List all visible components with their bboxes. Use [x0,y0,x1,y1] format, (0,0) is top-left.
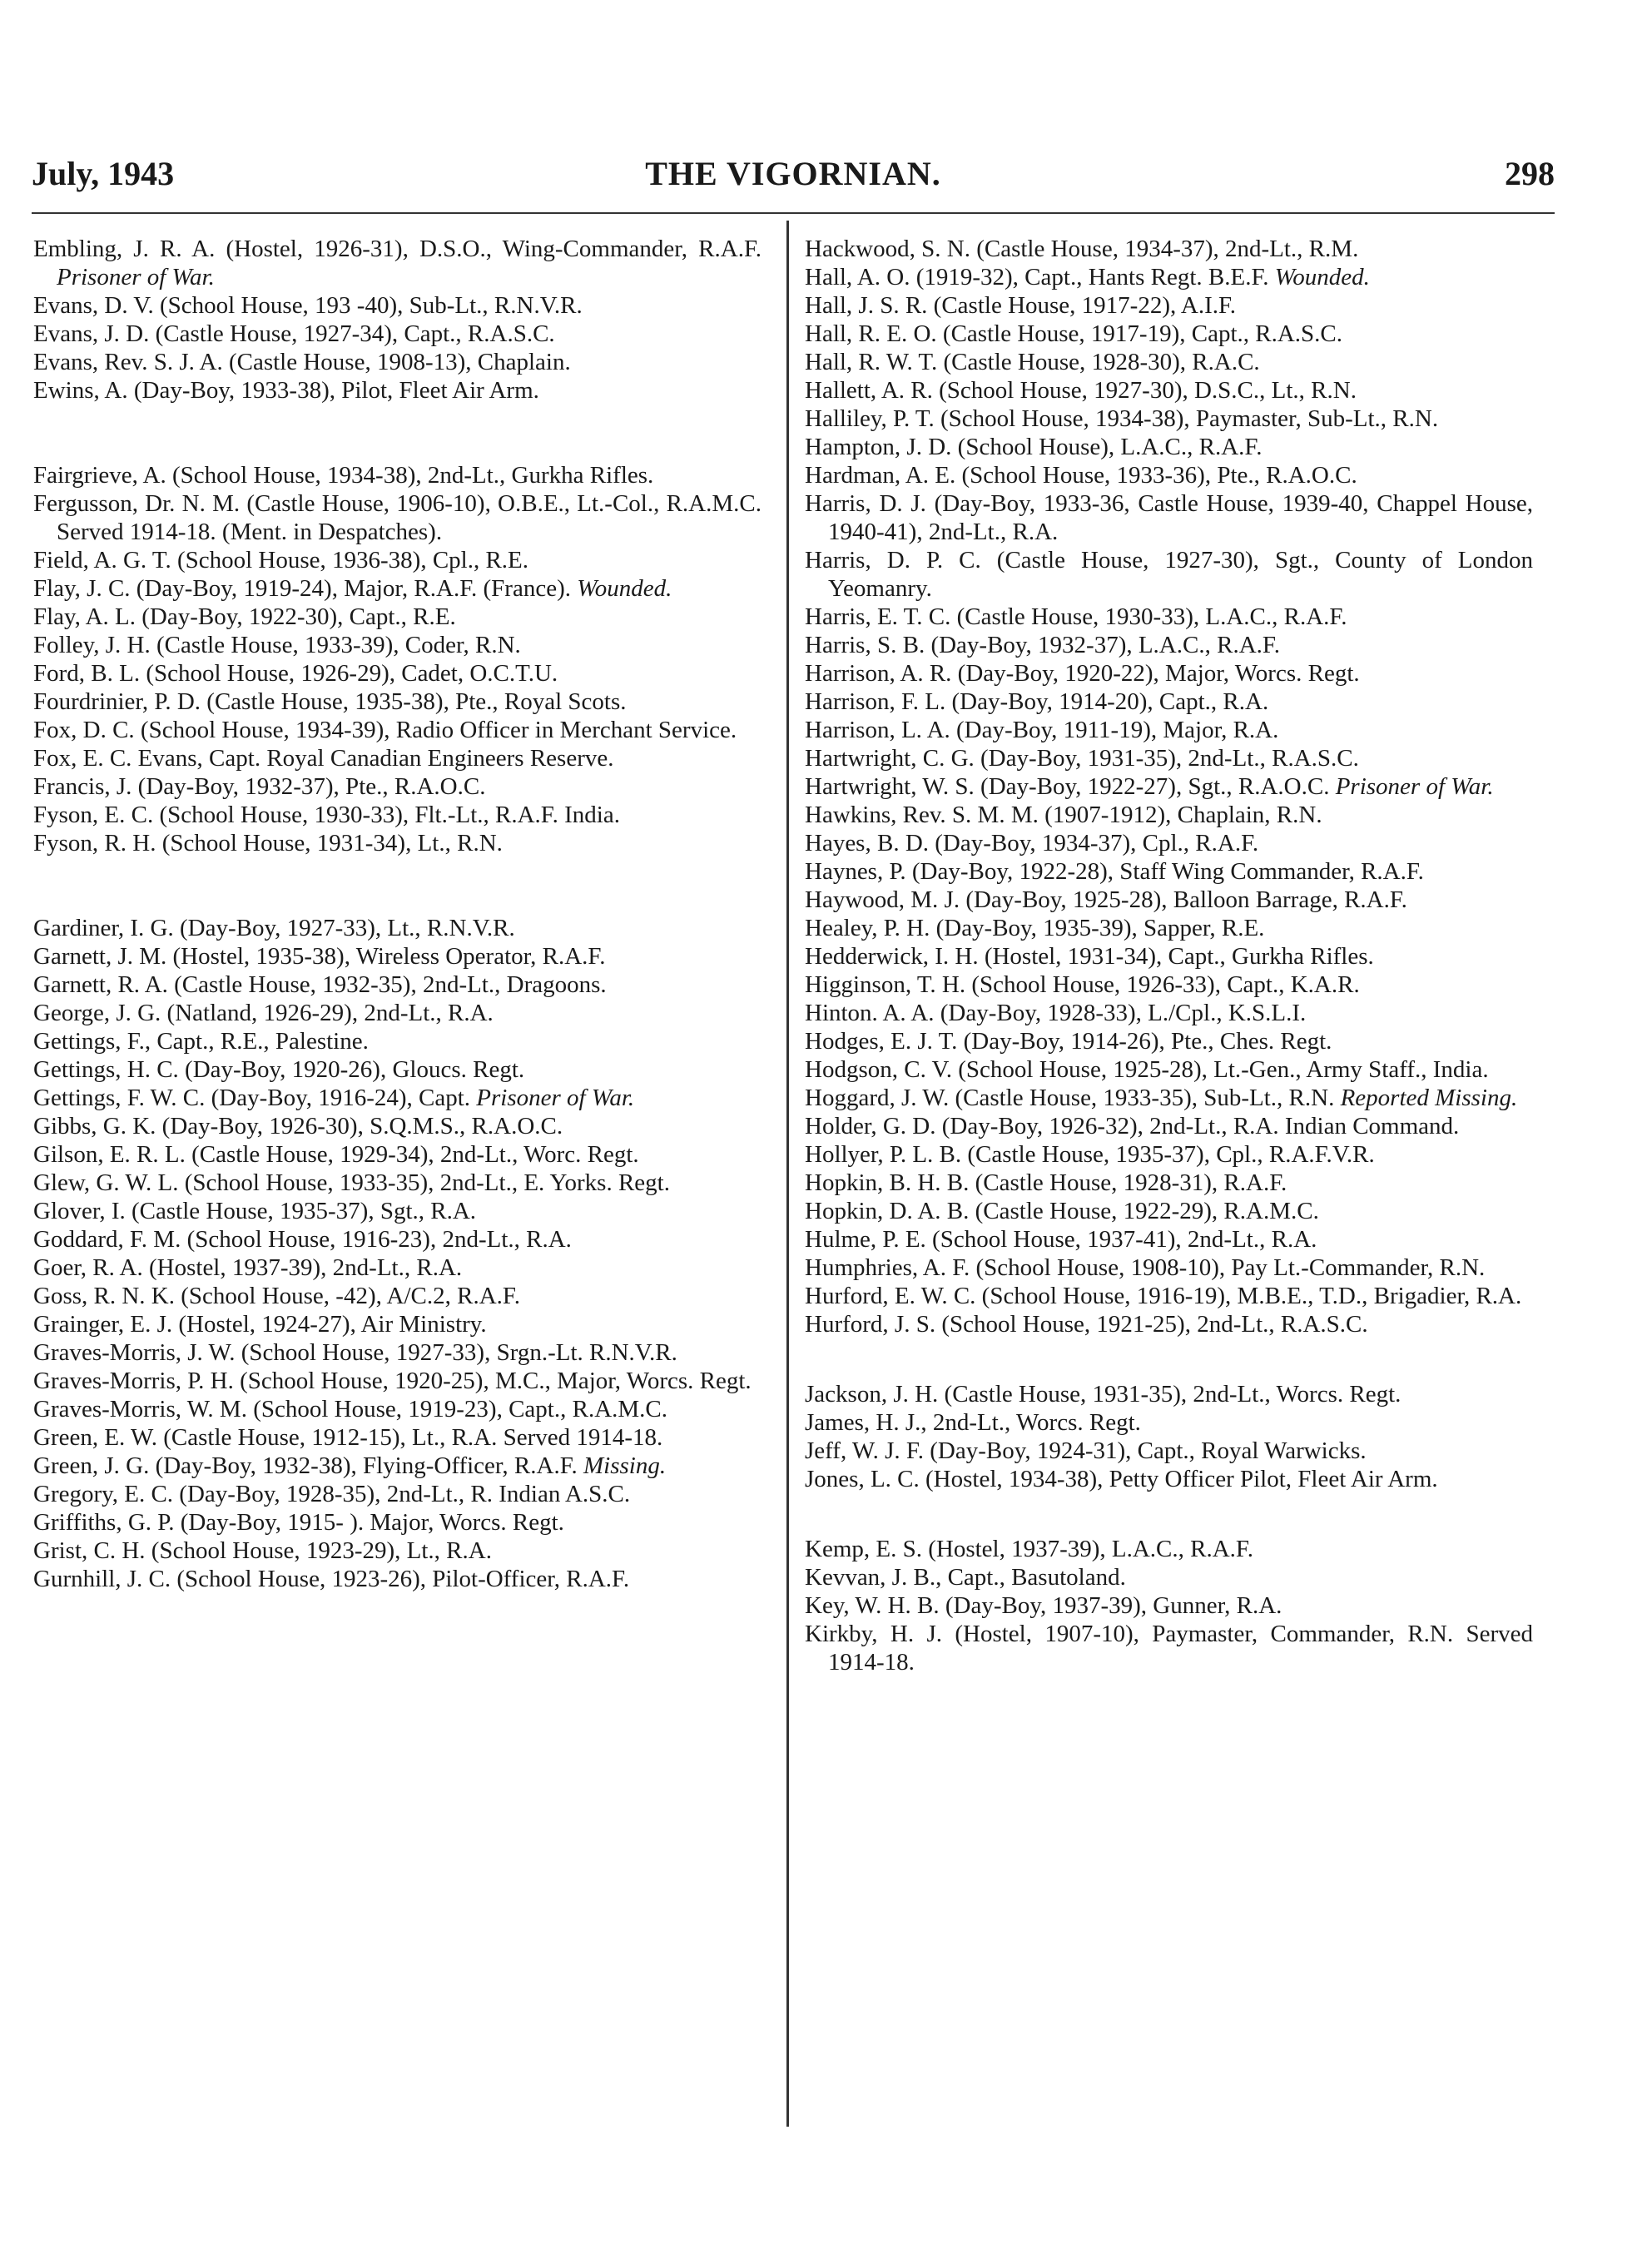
entry-text: Hartwright, C. G. (Day-Boy, 1931-35), 2nd-Lt., R.A.S.C. [805,745,1359,772]
entry-text: Field, A. G. T. (School House, 1936-38), Cpl., R.E. [33,547,529,573]
entry-text: Goddard, F. M. (School House, 1916-23), 2nd-Lt., R.A. [33,1226,572,1253]
roll-entry [805,489,1533,546]
roll-entry [33,1112,762,1140]
entry-text: Harris, E. T. C. (Castle House, 1930-33), L.A.C., R.A.F. [805,603,1347,630]
entry-text: Hodges, E. J. T. (Day-Boy, 1914-26), Pte., Ches. Regt. [805,1028,1332,1055]
roll-entry [805,631,1533,659]
roll-entry [805,1055,1533,1084]
roll-entry [805,235,1533,263]
entry-text: Hodgson, C. V. (School House, 1925-28), Lt.-Gen., Army Staff., India. [805,1056,1489,1083]
publication-title: THE VIGORNIAN. [645,155,941,192]
entry-status: Reported Missing. [1340,1085,1518,1111]
roll-entry [805,1310,1533,1338]
roll-entry [805,1563,1533,1591]
entry-text: Evans, D. V. (School House, 193 -40), Sub-Lt., R.N.V.R. [33,292,583,319]
roll-entry [805,1282,1533,1310]
roll-entry [33,574,762,603]
roll-entry [805,546,1533,603]
entry-text: Humphries, A. F. (School House, 1908-10), Pay Lt.-Commander, R.N. [805,1254,1486,1281]
roll-entry [805,1620,1533,1676]
roll-entry [805,829,1533,857]
roll-entry [805,857,1533,886]
roll-entry [33,1508,762,1537]
entry-text: George, J. G. (Natland, 1926-29), 2nd-Lt., R.A. [33,1000,494,1026]
roll-entry [805,659,1533,688]
entry-text: Evans, J. D. (Castle House, 1927-34), Capt., R.A.S.C. [33,320,555,347]
roll-entry [33,631,762,659]
roll-entry [805,1465,1533,1493]
entry-text: Hinton. A. A. (Day-Boy, 1928-33), L./Cpl., K.S.L.I. [805,1000,1307,1026]
roll-entry [805,688,1533,716]
entry-status: Prisoner of War. [476,1085,635,1111]
entry-text: Garnett, J. M. (Hostel, 1935-38), Wireless Operator, R.A.F. [33,943,606,970]
roll-entry [805,914,1533,942]
section-gap [33,405,762,461]
entry-text: Harris, D. J. (Day-Boy, 1933-36, Castle House, 1939-40, Chappel House, 1940-41), 2nd-Lt., R.A. [805,490,1533,545]
entry-text: Harrison, A. R. (Day-Boy, 1920-22), Major, Worcs. Regt. [805,660,1360,687]
roll-entry [805,376,1533,405]
entry-text: Ewins, A. (Day-Boy, 1933-38), Pilot, Fleet Air Arm. [33,377,539,404]
roll-entry [33,1537,762,1565]
roll-entry [805,801,1533,829]
roll-entry [33,1140,762,1169]
entry-text: Hulme, P. E. (School House, 1937-41), 2nd-Lt., R.A. [805,1226,1317,1253]
entry-text: Flay, A. L. (Day-Boy, 1922-30), Capt., R.E. [33,603,456,630]
roll-entry [33,1367,762,1395]
entry-text: Holder, G. D. (Day-Boy, 1926-32), 2nd-Lt., R.A. Indian Command. [805,1113,1460,1139]
entry-text: Hall, J. S. R. (Castle House, 1917-22), A.I.F. [805,292,1237,319]
entry-text: Green, E. W. (Castle House, 1912-15), Lt., R.A. Served 1914-18. [33,1424,663,1451]
roll-entry [805,772,1533,801]
entry-text: Graves-Morris, P. H. (School House, 1920-25), M.C., Major, Worcs. Regt. [33,1368,752,1394]
entry-text: Ford, B. L. (School House, 1926-29), Cadet, O.C.T.U. [33,660,558,687]
entry-text: Hopkin, B. H. B. (Castle House, 1928-31), R.A.F. [805,1169,1287,1196]
roll-entry [33,1452,762,1480]
entry-text: Graves-Morris, J. W. (School House, 1927-33), Srgn.-Lt. R.N.V.R. [33,1339,677,1366]
roll-entry [33,376,762,405]
entry-text: Grist, C. H. (School House, 1923-29), Lt., R.A. [33,1537,492,1564]
issue-date: July, 1943 [32,155,175,192]
roll-entry [805,1535,1533,1563]
roll-entry [805,744,1533,772]
entry-text: Garnett, R. A. (Castle House, 1932-35), 2nd-Lt., Dragoons. [33,971,607,998]
roll-entry [33,1084,762,1112]
roll-entry [33,489,762,546]
entry-text: Hall, R. W. T. (Castle House, 1928-30), R.A.C. [805,349,1260,375]
entry-text: Gardiner, I. G. (Day-Boy, 1927-33), Lt., R.N.V.R. [33,915,515,941]
roll-entry [33,829,762,857]
roll-entry [805,716,1533,744]
roll-entry [33,1254,762,1282]
roll-entry [33,1197,762,1225]
entry-text: Halliley, P. T. (School House, 1934-38), Paymaster, Sub-Lt., R.N. [805,405,1439,432]
entry-text: Hoggard, J. W. (Castle House, 1933-35), Sub-Lt., R.N. [805,1085,1335,1111]
roll-entry [33,291,762,320]
roll-entry [805,348,1533,376]
entry-text: Fyson, E. C. (School House, 1930-33), Flt.-Lt., R.A.F. India. [33,802,620,828]
entry-text: Evans, Rev. S. J. A. (Castle House, 1908-13), Chaplain. [33,349,571,375]
entry-text: Jackson, J. H. (Castle House, 1931-35), 2nd-Lt., Worcs. Regt. [805,1381,1401,1408]
roll-entry [33,1395,762,1423]
entry-text: Fox, E. C. Evans, Capt. Royal Canadian Engineers Reserve. [33,745,614,772]
roll-entry [33,461,762,489]
entry-text: Gilson, E. R. L. (Castle House, 1929-34), 2nd-Lt., Worc. Regt. [33,1141,639,1168]
entry-text: Fergusson, Dr. N. M. (Castle House, 1906-10), O.B.E., Lt.-Col., R.A.M.C. Served 1914-18. (Ment. in Despatches). [33,490,762,545]
entry-text: Hartwright, W. S. (Day-Boy, 1922-27), Sgt., R.A.O.C. [805,773,1330,800]
entry-text: Goer, R. A. (Hostel, 1937-39), 2nd-Lt., R.A. [33,1254,463,1281]
entry-text: Hedderwick, I. H. (Hostel, 1931-34), Capt., Gurkha Rifles. [805,943,1374,970]
entry-text: Folley, J. H. (Castle House, 1933-39), Coder, R.N. [33,632,521,658]
entry-text: Harris, S. B. (Day-Boy, 1932-37), L.A.C., R.A.F. [805,632,1280,658]
roll-entry [33,1055,762,1084]
roll-entry [805,1197,1533,1225]
entry-text: Glew, G. W. L. (School House, 1933-35), 2nd-Lt., E. Yorks. Regt. [33,1169,670,1196]
entry-text: Hackwood, S. N. (Castle House, 1934-37), 2nd-Lt., R.M. [805,236,1359,262]
roll-entry [805,942,1533,971]
section-gap [33,857,762,914]
entry-text: Hurford, E. W. C. (School House, 1916-19), M.B.E., T.D., Brigadier, R.A. [805,1283,1522,1309]
entry-text: Gettings, F. W. C. (Day-Boy, 1916-24), Capt. [33,1085,471,1111]
roll-entry [33,744,762,772]
roll-entry [33,546,762,574]
right-column [805,235,1533,1676]
roll-entry [805,886,1533,914]
roll-entry [805,320,1533,348]
entry-text: Harris, D. P. C. (Castle House, 1927-30), Sgt., County of London Yeomanry. [805,547,1533,602]
page-number: 298 [1505,155,1555,192]
roll-entry [33,603,762,631]
roll-entry [33,348,762,376]
entry-text: Hurford, J. S. (School House, 1921-25), 2nd-Lt., R.A.S.C. [805,1311,1368,1338]
roll-entry [805,971,1533,999]
roll-entry [805,1112,1533,1140]
entry-text: Gettings, H. C. (Day-Boy, 1920-26), Gloucs. Regt. [33,1056,525,1083]
entry-text: Kevvan, J. B., Capt., Basutoland. [805,1564,1126,1591]
roll-entry [805,1225,1533,1254]
entry-text: Hollyer, P. L. B. (Castle House, 1935-37), Cpl., R.A.F.V.R. [805,1141,1375,1168]
header-rule [32,212,1555,214]
roll-entry [33,235,762,291]
entry-text: Fyson, R. H. (School House, 1931-34), Lt., R.N. [33,830,503,856]
roll-entry [33,1423,762,1452]
entry-text: Gibbs, G. K. (Day-Boy, 1926-30), S.Q.M.S., R.A.O.C. [33,1113,563,1139]
roll-entry [33,1338,762,1367]
entry-text: Harrison, L. A. (Day-Boy, 1911-19), Major, R.A. [805,717,1279,743]
entry-text: Hardman, A. E. (School House, 1933-36), Pte., R.A.O.C. [805,462,1357,489]
entry-text: Kemp, E. S. (Hostel, 1937-39), L.A.C., R.A.F. [805,1536,1253,1562]
entry-status: Wounded. [577,575,672,602]
roll-entry [805,1437,1533,1465]
roll-entry [805,1140,1533,1169]
roll-entry [33,999,762,1027]
entry-text: Gettings, F., Capt., R.E., Palestine. [33,1028,369,1055]
entry-text: Goss, R. N. K. (School House, -42), A/C.2, R.A.F. [33,1283,520,1309]
roll-entry [33,1282,762,1310]
entry-text: Gurnhill, J. C. (School House, 1923-26), Pilot-Officer, R.A.F. [33,1566,630,1592]
roll-entry [33,1310,762,1338]
entry-status: Missing. [583,1452,667,1479]
roll-entry [805,1380,1533,1408]
entry-text: Key, W. H. B. (Day-Boy, 1937-39), Gunner, R.A. [805,1592,1282,1619]
roll-entry [805,1027,1533,1055]
entry-text: Harrison, F. L. (Day-Boy, 1914-20), Capt., R.A. [805,688,1269,715]
entry-text: Haynes, P. (Day-Boy, 1922-28), Staff Wing Commander, R.A.F. [805,858,1424,885]
entry-text: Graves-Morris, W. M. (School House, 1919-23), Capt., R.A.M.C. [33,1396,668,1422]
roll-entry [805,1084,1533,1112]
roll-entry [805,291,1533,320]
roll-entry [805,603,1533,631]
roll-entry [33,801,762,829]
roll-entry [805,1591,1533,1620]
roll-entry [33,914,762,942]
entry-status: Wounded. [1274,264,1370,290]
roll-entry [805,263,1533,291]
roll-entry [33,659,762,688]
entry-text: Hopkin, D. A. B. (Castle House, 1922-29), R.A.M.C. [805,1198,1319,1224]
roll-entry [33,688,762,716]
section-gap [805,1493,1533,1535]
entry-text: Hall, R. E. O. (Castle House, 1917-19), Capt., R.A.S.C. [805,320,1343,347]
entry-text: Green, J. G. (Day-Boy, 1932-38), Flying-Officer, R.A.F. [33,1452,578,1479]
entry-text: Glover, I. (Castle House, 1935-37), Sgt., R.A. [33,1198,477,1224]
left-column [33,235,762,1593]
entry-text: Fox, D. C. (School House, 1934-39), Radio Officer in Merchant Service. [33,717,737,743]
entry-text: Hayes, B. D. (Day-Boy, 1934-37), Cpl., R.A.F. [805,830,1259,856]
entry-text: Gregory, E. C. (Day-Boy, 1928-35), 2nd-Lt., R. Indian A.S.C. [33,1481,631,1507]
page-header [32,154,1555,204]
roll-entry [805,405,1533,433]
entry-text: Francis, J. (Day-Boy, 1932-37), Pte., R.A.O.C. [33,773,486,800]
entry-text: James, H. J., 2nd-Lt., Worcs. Regt. [805,1409,1141,1436]
entry-text: Kirkby, H. J. (Hostel, 1907-10), Paymaster, Commander, R.N. Served 1914-18. [805,1621,1533,1676]
roll-entry [805,433,1533,461]
column-divider [786,221,789,2127]
roll-entry [805,999,1533,1027]
entry-text: Flay, J. C. (Day-Boy, 1919-24), Major, R.A.F. (France). [33,575,571,602]
roll-entry [33,942,762,971]
entry-text: Higginson, T. H. (School House, 1926-33), Capt., K.A.R. [805,971,1360,998]
entry-text: Jones, L. C. (Hostel, 1934-38), Petty Officer Pilot, Fleet Air Arm. [805,1466,1438,1492]
entry-text: Embling, J. R. A. (Hostel, 1926-31), D.S.O., Wing-Commander, R.A.F. [33,236,762,262]
roll-entry [33,1169,762,1197]
roll-entry [33,716,762,744]
roll-entry [805,461,1533,489]
entry-text: Healey, P. H. (Day-Boy, 1935-39), Sapper, R.E. [805,915,1265,941]
roll-entry [805,1408,1533,1437]
roll-entry [33,971,762,999]
entry-text: Griffiths, G. P. (Day-Boy, 1915- ). Major, Worcs. Regt. [33,1509,564,1536]
roll-entry [805,1169,1533,1197]
entry-text: Hawkins, Rev. S. M. M. (1907-1912), Chaplain, R.N. [805,802,1322,828]
entry-text: Fourdrinier, P. D. (Castle House, 1935-38), Pte., Royal Scots. [33,688,627,715]
roll-entry [33,1480,762,1508]
roll-entry [33,1565,762,1593]
roll-entry [33,320,762,348]
entry-status: Prisoner of War. [57,264,215,290]
entry-text: Haywood, M. J. (Day-Boy, 1925-28), Balloon Barrage, R.A.F. [805,886,1407,913]
roll-entry [805,1254,1533,1282]
entry-text: Hampton, J. D. (School House), L.A.C., R.A.F. [805,434,1263,460]
roll-entry [33,772,762,801]
entry-text: Hallett, A. R. (School House, 1927-30), D.S.C., Lt., R.N. [805,377,1357,404]
entry-text: Hall, A. O. (1919-32), Capt., Hants Regt. B.E.F. [805,264,1269,290]
entry-status: Prisoner of War. [1335,773,1494,800]
roll-entry [33,1225,762,1254]
section-gap [805,1338,1533,1380]
entry-text: Jeff, W. J. F. (Day-Boy, 1924-31), Capt., Royal Warwicks. [805,1437,1367,1464]
roll-entry [33,1027,762,1055]
entry-text: Grainger, E. J. (Hostel, 1924-27), Air Ministry. [33,1311,487,1338]
entry-text: Fairgrieve, A. (School House, 1934-38), 2nd-Lt., Gurkha Rifles. [33,462,654,489]
